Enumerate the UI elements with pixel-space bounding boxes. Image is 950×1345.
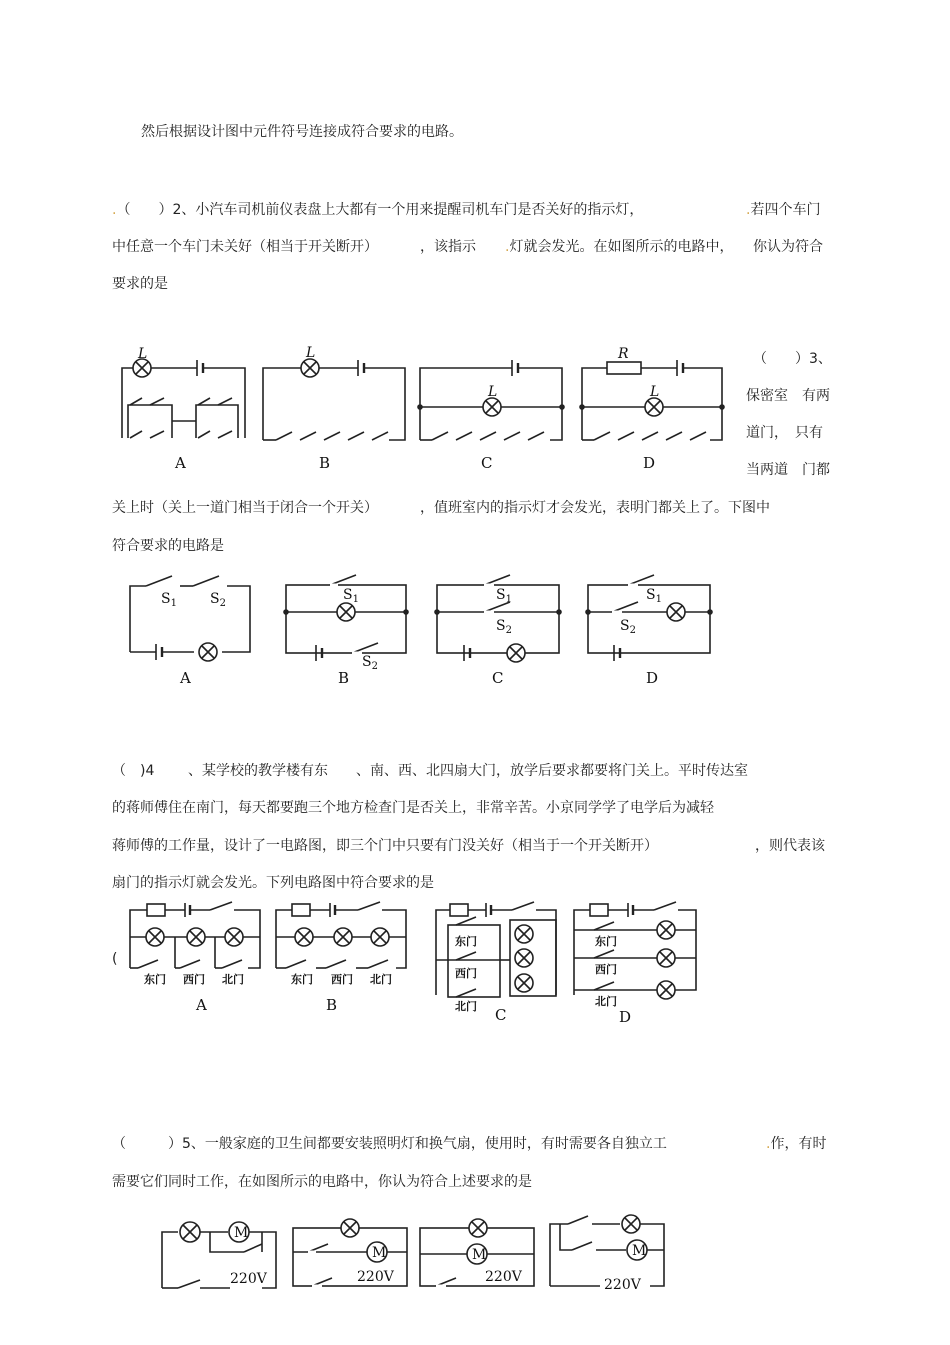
q3-c-s1 bbox=[496, 587, 512, 605]
q4-b-north: 北门 bbox=[370, 973, 392, 986]
q5-b-voltage: 220V bbox=[357, 1269, 394, 1285]
dot-mark: . bbox=[746, 202, 751, 218]
q4-d-east: 东门 bbox=[595, 935, 617, 948]
q2-line3: 要求的是 bbox=[112, 276, 168, 292]
q3-line2: 符合要求的电路是 bbox=[112, 538, 224, 554]
q4-b-west: 西门 bbox=[331, 973, 353, 986]
switch-letter: S bbox=[362, 654, 372, 670]
q5-line2: 需要它们同时工作，在如图所示的电路中，你认为符合上述要求的是 bbox=[112, 1174, 532, 1190]
intro-text: 然后根据设计图中元件符号连接成符合要求的电路。 bbox=[141, 124, 463, 140]
q5-d-motor: M bbox=[632, 1243, 647, 1259]
q2-line2-d: 你认为符合 bbox=[753, 239, 823, 255]
q4-c-north: 北门 bbox=[455, 1000, 477, 1013]
q4-d-west: 西门 bbox=[595, 963, 617, 976]
dot-mark: . bbox=[112, 202, 117, 218]
q2-caption-a: A bbox=[175, 454, 186, 472]
q3-b-s1 bbox=[343, 587, 359, 605]
q4-a-west: 西门 bbox=[183, 973, 205, 986]
q3-line1-b: ，值班室内的指示灯才会发光，表明门都关上了。下图中 bbox=[420, 500, 770, 516]
q3-caption-d: D bbox=[646, 669, 659, 687]
q3-caption-a: A bbox=[180, 669, 191, 687]
q4-line3-a: 蒋师傅的工作量，设计了一电路图，即三个门中只要有门没关好（相当于一个开关断开） bbox=[112, 838, 658, 854]
q3-a-s2 bbox=[210, 591, 226, 609]
q2-d-lamp-label: L bbox=[650, 384, 660, 400]
q5-line1-a: （ ）5、一般家庭的卫生间都要安装照明灯和换气扇，使用时，有时需要各自独立工 bbox=[112, 1136, 667, 1152]
q4-diagram-b bbox=[276, 902, 406, 968]
q3-diagram-a bbox=[130, 576, 250, 661]
q4-a-east: 东门 bbox=[144, 973, 166, 986]
q5-a-motor: M bbox=[234, 1225, 249, 1241]
dot-mark: . bbox=[505, 239, 510, 255]
q3-d-s2 bbox=[620, 618, 636, 636]
q2-caption-c: C bbox=[481, 454, 493, 472]
q2-line2-b: ，该指示 bbox=[420, 239, 476, 255]
switch-letter: S bbox=[496, 587, 506, 603]
q2-diagram-d bbox=[580, 360, 724, 440]
switch-letter: S bbox=[343, 587, 353, 603]
q3-caption-b: B bbox=[338, 669, 350, 687]
q4-caption-d: D bbox=[619, 1008, 632, 1026]
q2-line1-a: （ ）2、小汽车司机前仪表盘上大都有一个用来提醒司机车门是否关好的指示灯， bbox=[116, 202, 644, 218]
q4-line3-b: ，则代表该 bbox=[755, 838, 825, 854]
switch-subscript: 2 bbox=[371, 661, 378, 672]
q4-line1-c: 、南、西、北四扇大门，放学后要求都要将门关上。平时传达室 bbox=[356, 763, 748, 779]
q5-c-motor: M bbox=[472, 1247, 487, 1263]
q4-caption-a: A bbox=[196, 996, 207, 1014]
q2-b-lamp-label: L bbox=[306, 345, 316, 361]
q4-caption-b: B bbox=[326, 996, 338, 1014]
switch-subscript: 1 bbox=[352, 594, 359, 605]
switch-letter: S bbox=[496, 618, 506, 634]
q5-b-motor: M bbox=[372, 1245, 387, 1261]
q4-a-north: 北门 bbox=[222, 973, 244, 986]
dot-mark: . bbox=[766, 1136, 771, 1152]
q5-c-voltage: 220V bbox=[485, 1269, 522, 1285]
switch-subscript: 1 bbox=[505, 594, 512, 605]
q4-d-north: 北门 bbox=[595, 995, 617, 1008]
q2-diagram-b bbox=[263, 359, 405, 440]
q3-caption-c: C bbox=[492, 669, 504, 687]
q2-a-lamp-label: L bbox=[138, 346, 148, 362]
q4-b-east: 东门 bbox=[291, 973, 313, 986]
q5-line1-b-text: 作，有时 bbox=[770, 1136, 827, 1152]
switch-subscript: 1 bbox=[655, 594, 662, 605]
q4-line1-a: （ )4 bbox=[112, 763, 155, 779]
q3-b-s2 bbox=[362, 654, 378, 672]
q2-d-resistor-label: R bbox=[618, 346, 629, 362]
q2-caption-d: D bbox=[643, 454, 656, 472]
switch-letter: S bbox=[646, 587, 656, 603]
q4-diagram-d bbox=[574, 902, 696, 999]
q2-caption-b: B bbox=[319, 454, 331, 472]
q3-side2: 保密室 有两 bbox=[746, 388, 830, 404]
q4-line2: 的蒋师傅住在南门，每天都要跑三个地方检查门是否关上，非常辛苦。小京同学学了电学后为减轻 bbox=[112, 800, 714, 816]
q2-line2-c-text: 灯就会发光。在如图所示的电路中， bbox=[509, 239, 734, 255]
switch-subscript: 2 bbox=[219, 598, 226, 609]
q2-diagram-c bbox=[418, 360, 564, 440]
q4-caption-c: C bbox=[495, 1006, 507, 1024]
q4-diagram-c bbox=[436, 902, 556, 997]
switch-subscript: 2 bbox=[629, 625, 636, 636]
q2-line2-a: 中任意一个车门未关好（相当于开关断开） bbox=[112, 239, 378, 255]
q4-diagram-a bbox=[130, 902, 260, 968]
switch-subscript: 1 bbox=[170, 598, 177, 609]
switch-letter: S bbox=[210, 591, 220, 607]
q4-c-east: 东门 bbox=[455, 935, 477, 948]
q2-line1-b-text: 若四个车门 bbox=[750, 202, 821, 218]
q4-c-west: 西门 bbox=[455, 967, 477, 980]
q4-line4: 扇门的指示灯就会发光。下列电路图中符合要求的是 bbox=[112, 875, 434, 891]
q3-d-s1 bbox=[646, 587, 662, 605]
q3-side1: （ ）3、 bbox=[753, 351, 832, 367]
switch-letter: S bbox=[161, 591, 171, 607]
q3-c-s2 bbox=[496, 618, 512, 636]
q2-diagram-a bbox=[122, 359, 245, 438]
q5-a-voltage: 220V bbox=[230, 1271, 267, 1287]
q3-side4: 当两道 门都 bbox=[746, 462, 830, 478]
switch-subscript: 2 bbox=[505, 625, 512, 636]
q3-line1-a: 关上时（关上一道门相当于闭合一个开关） bbox=[112, 500, 378, 516]
q5-d-voltage: 220V bbox=[604, 1277, 641, 1293]
q5-diagram-d bbox=[550, 1215, 664, 1286]
switch-letter: S bbox=[620, 618, 630, 634]
q4-line1-b: 、某学校的教学楼有东 bbox=[188, 763, 328, 779]
q4-paren: ( bbox=[112, 951, 118, 967]
q3-a-s1 bbox=[161, 591, 177, 609]
q3-side3: 道门， 只有 bbox=[746, 425, 823, 441]
q2-c-lamp-label: L bbox=[488, 384, 498, 400]
